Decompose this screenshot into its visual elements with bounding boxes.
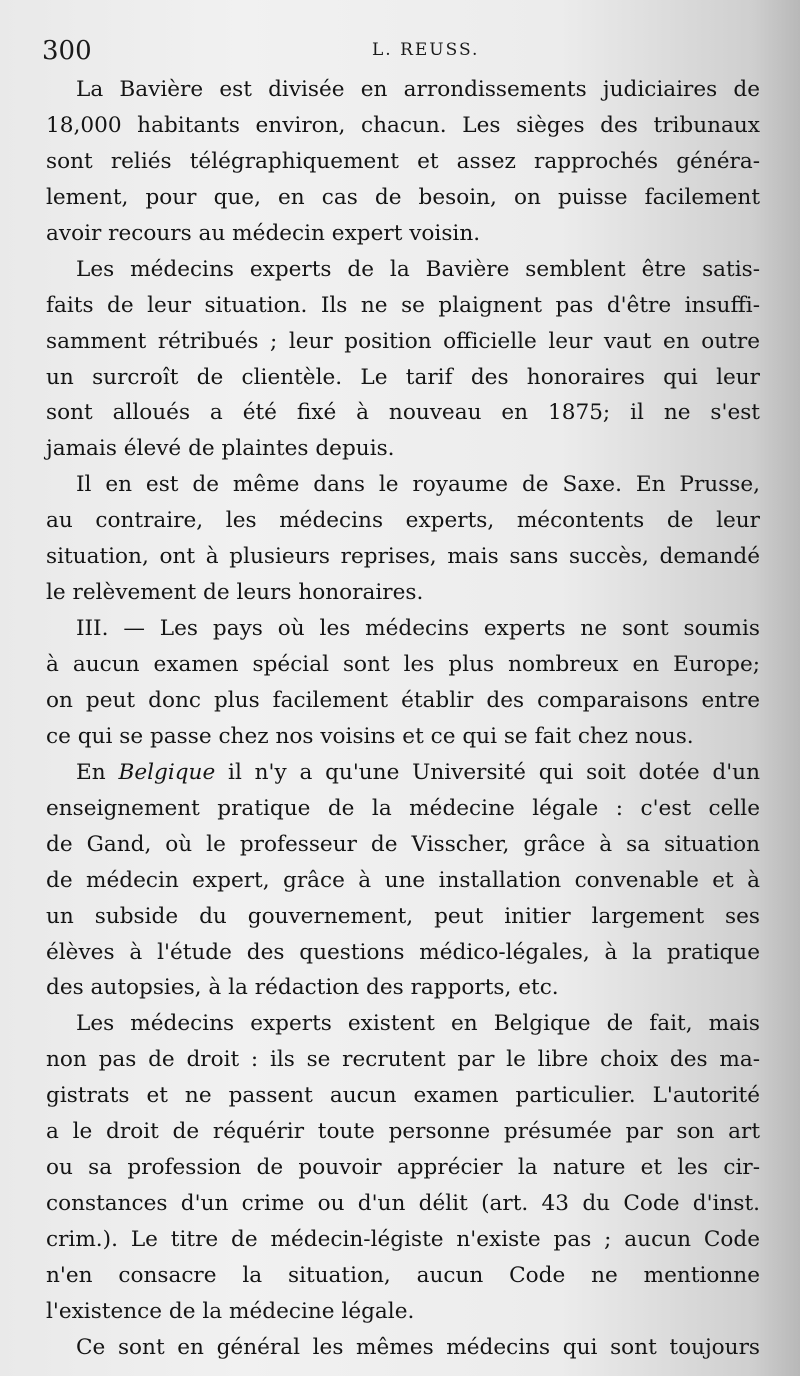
- text-fragment: En: [76, 759, 119, 785]
- text-line: de médecin expert, grâce à une installation convenable et à: [46, 867, 760, 893]
- paragraph: [46, 72, 760, 252]
- text-line: ce qui se passe chez nos voisins et ce qui se fait chez nous.: [46, 723, 694, 749]
- text-line: un surcroît de clientèle. Le tarif des honoraires qui leur: [46, 364, 760, 390]
- text-line: ou sa profession de pouvoir apprécier la nature et les cir-: [46, 1155, 760, 1181]
- text-line: La Bavière est divisée en arrondissements judiciaires de: [76, 77, 760, 102]
- text-line: Les médecins experts de la Bavière semblent être satis-: [76, 256, 760, 282]
- text-line: avoir recours au médecin expert voisin.: [46, 220, 481, 246]
- paragraph: [46, 755, 760, 1007]
- paragraph: [46, 611, 760, 755]
- text-line: [46, 755, 760, 791]
- text-line: situation, ont à plusieurs reprises, mais sans succès, demandé: [46, 544, 760, 570]
- text-line: a le droit de réquérir toute personne présumée par son art: [46, 1119, 760, 1145]
- text-line: 18,000 habitants environ, chacun. Les sièges des tribunaux: [46, 112, 760, 138]
- paragraph: [46, 1330, 760, 1366]
- text-line: n'en consacre la situation, aucun Code ne mentionne: [46, 1262, 760, 1288]
- text-line: jamais élevé de plaintes depuis.: [46, 436, 395, 462]
- text-line: non pas de droit : ils se recrutent par le libre choix des ma-: [46, 1047, 760, 1073]
- text-line: à aucun examen spécial sont les plus nombreux en Europe;: [46, 652, 760, 677]
- text-line: au contraire, les médecins experts, mécontents de leur: [46, 508, 760, 534]
- text-line: lement, pour que, en cas de besoin, on puisse facilement: [46, 184, 760, 210]
- text-line: sont reliés télégraphiquement et assez rapprochés généra-: [46, 148, 760, 174]
- text-line: faits de leur situation. Ils ne se plaignent pas d'être insuffi-: [46, 292, 760, 318]
- text-line: crim.). Le titre de médecin-légiste n'existe pas ; aucun Code: [46, 1227, 760, 1252]
- text-line: enseignement pratique de la médecine légale : c'est celle: [46, 795, 760, 821]
- text-line: le relèvement de leurs honoraires.: [46, 580, 424, 606]
- italic-place-name: Belgique: [118, 759, 216, 785]
- text-line: on peut donc plus facilement établir des comparaisons entre: [46, 687, 760, 713]
- paragraph: [46, 252, 760, 468]
- text-line: Il en est de même dans le royaume de Saxe. En Prusse,: [76, 472, 760, 498]
- text-line: III. — Les pays où les médecins experts ne sont soumis: [76, 616, 760, 642]
- text-line: sont alloués a été fixé à nouveau en 1875; il ne s'est: [46, 400, 760, 426]
- text-line: gistrats et ne passent aucun examen particulier. L'autorité: [46, 1083, 760, 1109]
- text-line: l'existence de la médecine légale.: [46, 1298, 415, 1324]
- page-number: 300: [42, 36, 92, 66]
- page-header: [42, 36, 760, 76]
- text-line: des autopsies, à la rédaction des rapports, etc.: [46, 975, 559, 1001]
- text-line: constances d'un crime ou d'un délit (art. 43 du Code d'inst.: [46, 1191, 760, 1217]
- text-line: un subside du gouvernement, peut initier largement ses: [46, 903, 760, 929]
- paragraph: [46, 467, 760, 611]
- text-line: de Gand, où le professeur de Visscher, grâce à sa situation: [46, 831, 760, 857]
- text-line: élèves à l'étude des questions médico-légales, à la pratique: [46, 939, 760, 965]
- text-line: Les médecins experts existent en Belgique de fait, mais: [76, 1011, 760, 1037]
- running-head: L. REUSS.: [372, 40, 480, 60]
- text-fragment: il n'y a qu'une Université qui soit dotée d'un: [215, 759, 760, 785]
- text-line: Ce sont en général les mêmes médecins qui sont toujours: [76, 1334, 760, 1360]
- paragraph: [46, 1006, 760, 1329]
- text-line: samment rétribués ; leur position officielle leur vaut en outre: [46, 328, 760, 354]
- body-text: [46, 72, 760, 1366]
